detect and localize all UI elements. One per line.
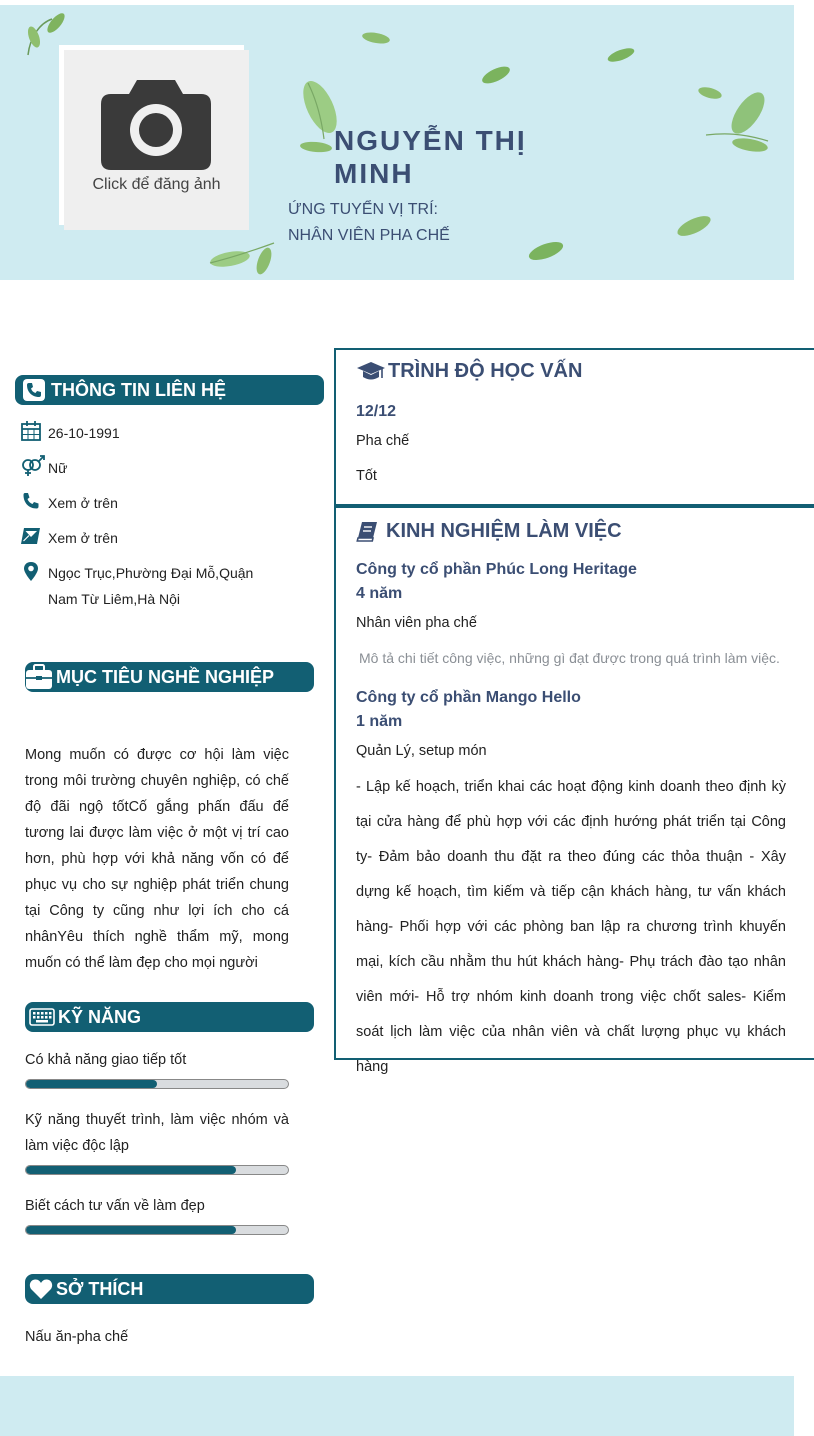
contact-title-text: THÔNG TIN LIÊN HỆ	[51, 379, 226, 400]
contact-section-title	[15, 375, 324, 405]
hobbies-section-title	[25, 1274, 314, 1304]
job-role: Nhân viên pha chế	[356, 615, 477, 631]
position-label: ỨNG TUYỂN VỊ TRÍ:	[288, 201, 438, 218]
objective-section-title	[25, 662, 314, 692]
book-icon	[356, 521, 378, 543]
contact-gender	[20, 455, 67, 481]
job-duration: 4 năm	[356, 585, 403, 602]
hobbies-text: Nấu ăn-pha chế	[25, 1329, 129, 1345]
job-company: Công ty cổ phần Phúc Long Heritage	[356, 561, 637, 578]
location-icon	[20, 560, 48, 612]
leaf-icon	[604, 45, 638, 65]
education-grade: 12/12	[356, 403, 397, 420]
skill-bar	[25, 1079, 289, 1089]
address-value: Ngọc Trục,Phường Đại Mỗ,Quận Nam Từ Liêm,Hà Nội	[48, 565, 254, 607]
photo-upload[interactable]	[64, 50, 249, 230]
phone-value: Xem ở trên	[48, 495, 118, 511]
job-duration: 1 năm	[356, 713, 403, 730]
education-section-title	[356, 360, 582, 383]
experience-section	[334, 506, 814, 1075]
leaf-icon	[672, 211, 716, 241]
objective-title-text: MỤC TIÊU NGHỀ NGHIỆP	[56, 666, 275, 687]
skill-bar-fill	[26, 1226, 236, 1234]
position-value: NHÂN VIÊN PHA CHẾ	[288, 227, 450, 244]
skill-bar-fill	[26, 1080, 157, 1088]
education-major: Pha chế	[356, 433, 410, 449]
education-title-text: TRÌNH ĐỘ HỌC VẤN	[388, 360, 583, 382]
gender-value: Nữ	[48, 460, 68, 476]
contact-phone	[20, 490, 118, 516]
job-description: Mô tả chi tiết công việc, những gì đạt được trong quá trình làm việc.	[359, 650, 780, 666]
candidate-name: NGUYỄN THỊ MINH	[334, 125, 527, 189]
leaf-icon	[524, 237, 568, 265]
contact-address	[20, 560, 280, 612]
email-value: Xem ở trên	[48, 530, 118, 546]
hobbies-title-text: SỞ THÍCH	[56, 1278, 144, 1299]
contact-birthday	[20, 420, 120, 446]
briefcase-icon	[25, 664, 53, 690]
skill-name: Kỹ năng thuyết trình, làm việc nhóm và làm việc độc lập	[25, 1112, 289, 1154]
skill-name: Biết cách tư vấn về làm đẹp	[25, 1198, 205, 1214]
contact-email	[20, 525, 118, 551]
heart-icon	[29, 1278, 53, 1300]
phone-icon	[20, 490, 48, 516]
keyboard-icon	[29, 1008, 55, 1026]
birthday-value: 26-10-1991	[48, 425, 120, 441]
gender-icon	[20, 455, 48, 481]
footer-banner	[0, 1376, 794, 1436]
photo-caption: Click để đăng ảnh	[92, 176, 221, 193]
skill-name: Có khả năng giao tiếp tốt	[25, 1052, 187, 1068]
education-result: Tốt	[356, 468, 377, 484]
job-role: Quản Lý, setup món	[356, 743, 487, 759]
email-icon	[20, 525, 48, 551]
leaf-icon	[206, 237, 278, 280]
skills-title-text: KỸ NĂNG	[58, 1006, 142, 1027]
camera-icon	[101, 76, 211, 170]
calendar-icon	[20, 420, 48, 446]
job-description: - Lập kế hoạch, triển khai các hoạt động kinh doanh theo định kỳ tại cửa hàng để phù hợp với các định hướng phát triển tại Công ty- Đảm bảo doanh thu đặt ra theo đúng các thỏa thuận - Xây dựng kế hoạch, tìm kiếm và tiếp cận khách hàng, tư vấn khách hàng- Phối hợp với các phòng ban lập ra chương trình khuyến mại, kích cầu nhằm thu hút khách hàng- Phụ trách đào tạo nhân viên mới- Hỗ trợ nhóm kinh doanh trong việc chốt sales- Kiểm soát lịch làm việc của nhân viên và chất lượng phục vụ khách hàng	[356, 779, 786, 1075]
leaf-icon	[360, 29, 392, 47]
objective-text: Mong muốn có được cơ hội làm việc trong môi trường chuyên nghiệp, có chế độ đãi ngộ tốtCố gắng phấn đấu để tương lai được làm việc ở một vị trí cao hơn, phù hợp với khả năng vốn có để phục vụ cho sự nghiệp phát triển chung tại Công ty cũng như lợi ích cho cá nhânYêu thích nghề thẩm mỹ, mong muốn có thể làm đẹp cho mọi người	[25, 747, 289, 971]
graduation-cap-icon	[356, 361, 386, 383]
skill-bar	[25, 1165, 289, 1175]
experience-title-text: KINH NGHIỆM LÀM VIỆC	[386, 520, 622, 542]
leaf-icon	[690, 83, 776, 159]
experience-section-title	[356, 520, 622, 543]
skill-bar	[25, 1225, 289, 1235]
leaf-icon	[478, 63, 514, 87]
education-section	[334, 348, 814, 506]
job-company: Công ty cổ phần Mango Hello	[356, 689, 581, 706]
skills-section-title	[25, 1002, 314, 1032]
phone-icon	[23, 379, 45, 401]
skill-bar-fill	[26, 1166, 236, 1174]
